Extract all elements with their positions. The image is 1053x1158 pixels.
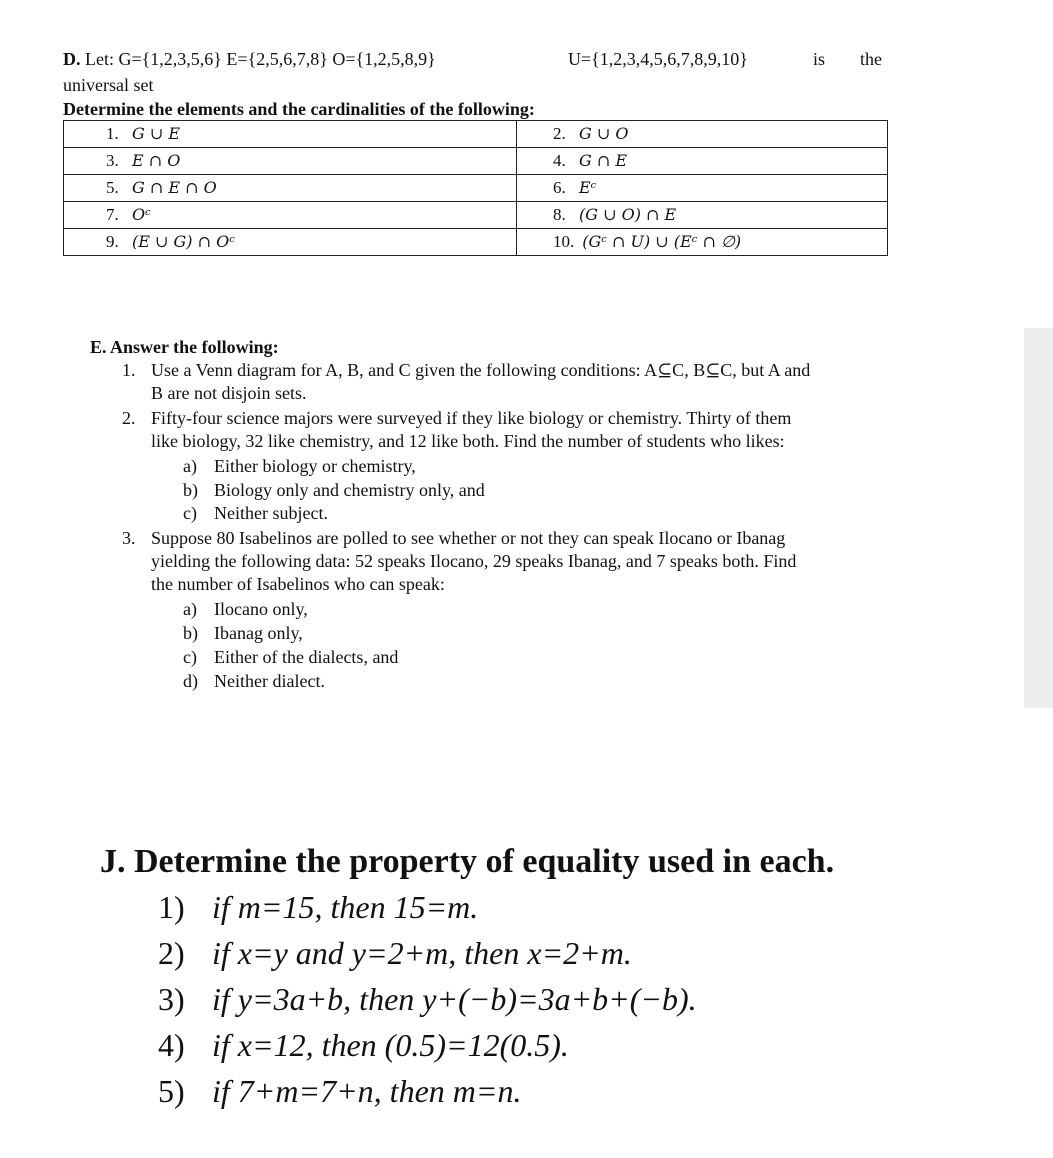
set-definitions: Let: G={1,2,3,5,6} E={2,5,6,7,8} O={1,2,5,8,9}: [85, 49, 436, 69]
table-cell: 1. G ∪ E: [64, 121, 517, 148]
question-text: Suppose 80 Isabelinos are polled to see whether or not they can speak Ilocano or Ibanag: [151, 528, 786, 548]
set-expression: G ∩ E: [579, 151, 628, 170]
question-text: Fifty-four science majors were surveyed if they like biology or chemistry. Thirty of them: [151, 408, 792, 428]
set-expression: (G ∪ O) ∩ E: [579, 205, 677, 224]
table-cell: 10. (Gᶜ ∩ U) ∪ (Eᶜ ∩ ∅): [517, 229, 888, 256]
list-item: Either of the dialects, and: [214, 647, 399, 667]
section-d-instruction: Determine the elements and the cardinalities of the following:: [63, 99, 535, 119]
universal-set-definition: U={1,2,3,4,5,6,7,8,9,10}: [568, 49, 748, 69]
item-number: 5): [158, 1073, 185, 1109]
set-expression: G ∪ E: [132, 124, 181, 143]
table-cell: 8. (G ∪ O) ∩ E: [517, 202, 888, 229]
list-item-label: d): [183, 671, 198, 691]
set-operations-table: [63, 120, 888, 256]
section-d-heading: D.: [63, 49, 81, 69]
list-item: Ilocano only,: [214, 599, 308, 619]
set-expression: (Gᶜ ∩ U) ∪ (Eᶜ ∩ ∅): [582, 232, 742, 251]
question-text: yielding the following data: 52 speaks Ilocano, 29 speaks Ibanag, and 7 speaks both. Find: [151, 551, 797, 571]
table-cell: 7. Oᶜ: [64, 202, 517, 229]
question-number: 3.: [122, 528, 136, 548]
table-cell: 2. G ∪ O: [517, 121, 888, 148]
list-item: Either biology or chemistry,: [214, 456, 416, 476]
question-number: 1.: [122, 360, 136, 380]
question-text: Use a Venn diagram for A, B, and C given the following conditions: A⊆C, B⊆C, but A and: [151, 360, 811, 380]
list-item: Biology only and chemistry only, and: [214, 480, 485, 500]
item-text: if x=y and y=2+m, then x=2+m.: [212, 935, 632, 971]
item-number: 1): [158, 889, 185, 925]
table-row: [64, 229, 888, 256]
table-cell: 9. (E ∪ G) ∩ Oᶜ: [64, 229, 517, 256]
table-row: [64, 121, 888, 148]
list-item-label: c): [183, 647, 197, 667]
list-item-label: c): [183, 503, 197, 523]
table-row: [64, 175, 888, 202]
item-text: if m=15, then 15=m.: [212, 889, 479, 925]
item-text: if x=12, then (0.5)=12(0.5).: [212, 1027, 569, 1063]
list-item: [158, 933, 632, 973]
list-item: Neither subject.: [214, 503, 328, 523]
set-expression: G ∩ E ∩ O: [132, 178, 217, 197]
section-j-title: J. Determine the property of equality used in each.: [100, 843, 835, 880]
word-the: the: [860, 49, 882, 69]
list-item-label: b): [183, 480, 198, 500]
item-number: 2): [158, 935, 185, 971]
question-number: 2.: [122, 408, 136, 428]
list-item-label: a): [183, 456, 197, 476]
item-text: if 7+m=7+n, then m=n.: [212, 1073, 522, 1109]
question-text: B are not disjoin sets.: [151, 383, 307, 403]
list-item-label: a): [183, 599, 197, 619]
list-item: [158, 979, 697, 1019]
table-cell: 3. E ∩ O: [64, 148, 517, 175]
question-text: the number of Isabelinos who can speak:: [151, 574, 445, 594]
universal-set-label: universal set: [63, 75, 154, 95]
side-panel: [1024, 328, 1053, 708]
set-expression: G ∪ O: [579, 124, 629, 143]
table-row: [64, 148, 888, 175]
set-expression: E ∩ O: [132, 151, 181, 170]
set-expression: Eᶜ: [579, 178, 597, 197]
table-row: [64, 202, 888, 229]
list-item: [158, 1025, 569, 1065]
question-text: like biology, 32 like chemistry, and 12 like both. Find the number of students who likes:: [151, 431, 785, 451]
list-item-label: b): [183, 623, 198, 643]
set-expression: Oᶜ: [132, 205, 151, 224]
table-cell: 5. G ∩ E ∩ O: [64, 175, 517, 202]
list-item: [158, 1071, 521, 1111]
list-item: Ibanag only,: [214, 623, 303, 643]
item-number: 4): [158, 1027, 185, 1063]
list-item: [158, 887, 478, 927]
list-item: Neither dialect.: [214, 671, 325, 691]
set-expression: (E ∪ G) ∩ Oᶜ: [132, 232, 235, 251]
table-cell: 6. Eᶜ: [517, 175, 888, 202]
section-d-line1: [63, 48, 436, 70]
item-number: 3): [158, 981, 185, 1017]
word-is: is: [813, 49, 826, 69]
table-cell: 4. G ∩ E: [517, 148, 888, 175]
section-e-heading: E. Answer the following:: [90, 337, 279, 357]
item-text: if y=3a+b, then y+(−b)=3a+b+(−b).: [212, 981, 697, 1017]
